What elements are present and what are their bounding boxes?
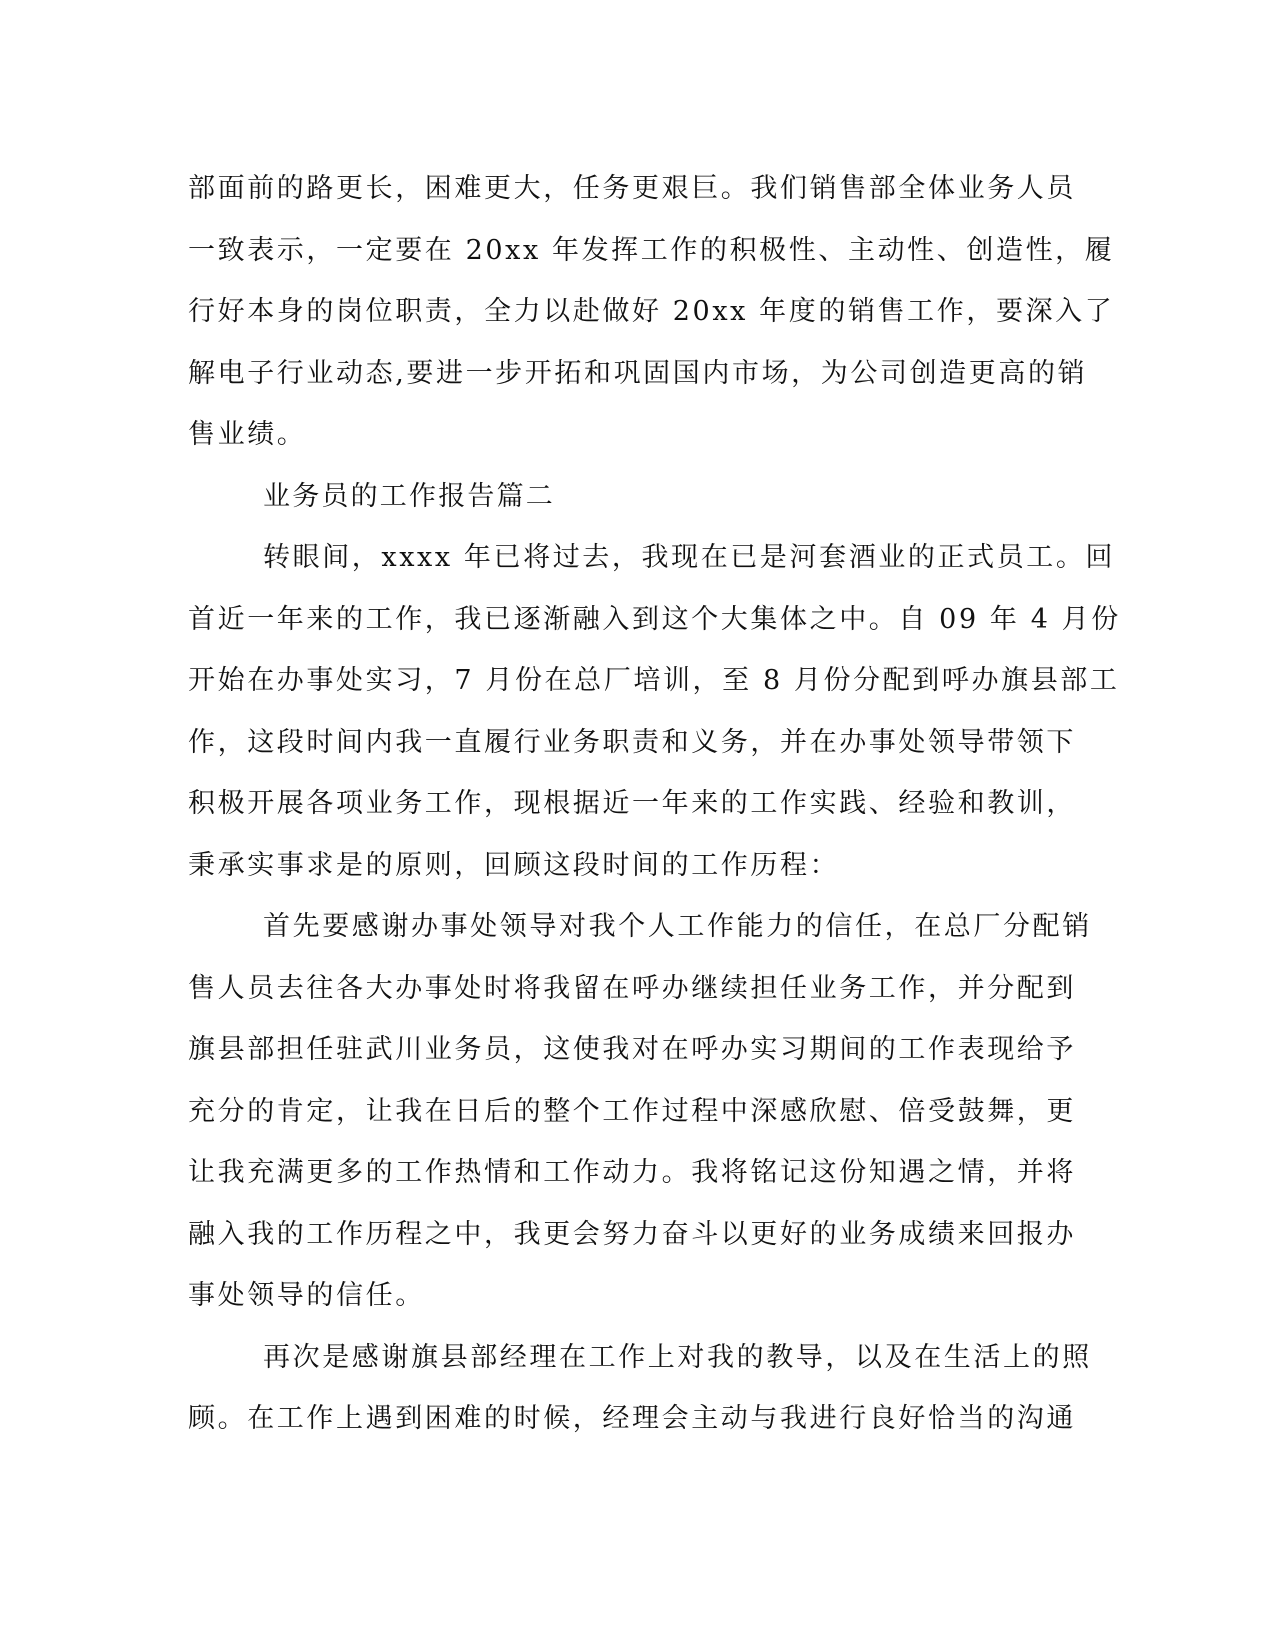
text-line: 积极开展各项业务工作，现根据近一年来的工作实践、经验和教训， (188, 788, 1076, 819)
paragraph-introduction (188, 527, 1121, 896)
text-line: 售人员去往各大办事处时将我留在呼办继续担任业务工作，并分配到 (188, 972, 1076, 1004)
text-line: 秉承实事求是的原则，回顾这段时间的工作历程： (188, 849, 840, 881)
text-line: 转眼间，xxxx 年已将过去，我现在已是河套酒业的正式员工。回 (263, 542, 1116, 573)
text-line: 再次是感谢旗县部经理在工作上对我的教导，以及在生活上的照 (263, 1341, 1092, 1373)
document-body (188, 158, 1121, 1450)
text-line: 一致表示，一定要在 20xx 年发挥工作的积极性、主动性、创造性，履 (188, 234, 1115, 266)
text-line: 开始在办事处实习，7 月份在总厂培训，至 8 月份分配到呼办旗县部工 (188, 665, 1120, 696)
section-title: 业务员的工作报告篇二 (263, 480, 555, 512)
text-line: 行好本身的岗位职责，全力以赴做好 20xx 年度的销售工作，要深入了 (188, 296, 1115, 327)
text-line: 融入我的工作历程之中，我更会努力奋斗以更好的业务成绩来回报办 (188, 1218, 1076, 1250)
text-line: 解电子行业动态,要进一步开拓和巩固国内市场，为公司创造更高的销 (188, 357, 1088, 389)
text-line: 首近一年来的工作，我已逐渐融入到这个大集体之中。自 09 年 4 月份 (188, 603, 1121, 635)
text-line: 让我充满更多的工作热情和工作动力。我将铭记这份知遇之情，并将 (188, 1157, 1076, 1188)
section-heading (188, 466, 1078, 528)
text-line: 部面前的路更长，困难更大，任务更艰巨。我们销售部全体业务人员 (188, 173, 1076, 204)
text-line: 售业绩。 (188, 419, 307, 450)
paragraph-thanks-office-leaders (188, 896, 1092, 1327)
text-line: 事处领导的信任。 (188, 1280, 425, 1311)
text-line: 作，这段时间内我一直履行业务职责和义务，并在办事处领导带领下 (188, 726, 1076, 758)
text-line: 旗县部担任驻武川业务员，这使我对在呼办实习期间的工作表现给予 (188, 1034, 1076, 1065)
text-line: 充分的肯定，让我在日后的整个工作过程中深感欣慰、倍受鼓舞，更 (188, 1095, 1076, 1127)
text-line: 首先要感谢办事处领导对我个人工作能力的信任，在总厂分配销 (263, 911, 1092, 942)
paragraph-thanks-manager (188, 1327, 1092, 1450)
text-line: 顾。在工作上遇到困难的时候，经理会主动与我进行良好恰当的沟通 (188, 1403, 1076, 1434)
paragraph-sales-commitment (188, 158, 1115, 466)
